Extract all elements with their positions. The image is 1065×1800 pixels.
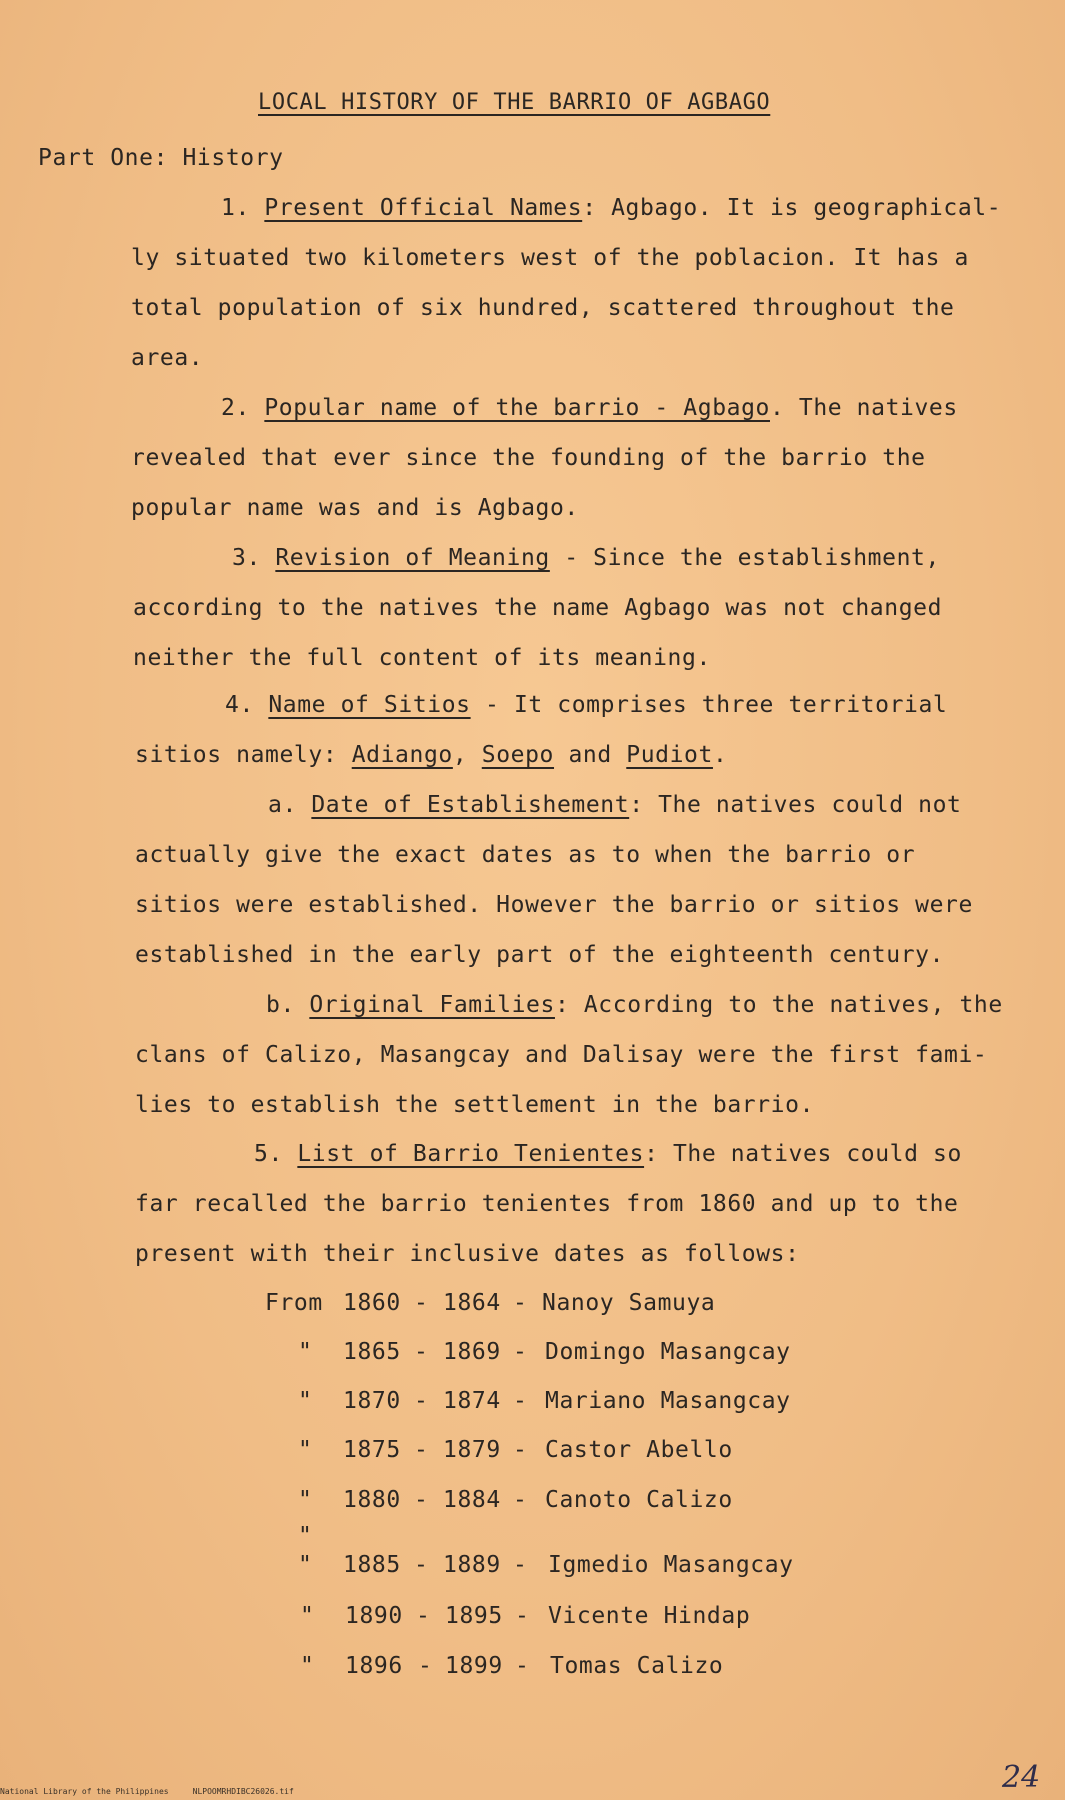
row-name: Nanoy Samuya [542, 1290, 716, 1316]
section-4a-letter: a. [268, 792, 312, 818]
page-number: 24 [1002, 1760, 1041, 1795]
section-4b-letter: b. [266, 992, 310, 1018]
section-4a-text: : The natives could not [629, 792, 962, 818]
section-3-text: - Since the establishment, [549, 545, 940, 571]
section-5-line-2: far recalled the barrio tenientes from 1860 and up to the [135, 1191, 959, 1217]
row-prefix: From [265, 1290, 323, 1316]
row-end-year: 1899 [445, 1653, 503, 1679]
extra-ditto: " [298, 1523, 313, 1549]
section-4-text: - It comprises three territorial [470, 692, 948, 718]
section-1-heading: Present Official Names [264, 195, 583, 221]
row-name: Tomas Calizo [550, 1653, 724, 1679]
sitios-intro: sitios namely: [135, 742, 352, 768]
section-3-line-2: according to the natives the name Agbago was not changed [133, 595, 943, 621]
row-end-year: 1874 [443, 1388, 501, 1414]
row-prefix: " [300, 1603, 315, 1629]
row-start-year: 1885 [343, 1552, 401, 1578]
row-start-year: 1875 [343, 1437, 401, 1463]
row-end-year: 1889 [443, 1552, 501, 1578]
sitio-separator-2: and [554, 742, 627, 768]
row-prefix: " [298, 1437, 313, 1463]
section-5-line-3: present with their inclusive dates as follows: [135, 1241, 800, 1267]
row-start-year: 1890 [345, 1603, 403, 1629]
section-4b-line-2: clans of Calizo, Masangcay and Dalisay were the first fami- [135, 1042, 988, 1068]
section-2-number: 2. [221, 395, 265, 421]
row-start-year: 1896 [345, 1653, 403, 1679]
section-4a-line-3: sitios were established. However the barrio or sitios were [135, 892, 973, 918]
row-start-year: 1860 [343, 1290, 401, 1316]
section-4a-line-4: established in the early part of the eighteenth century. [135, 942, 945, 968]
section-3-number: 3. [232, 545, 276, 571]
section-4a-line-1 [268, 790, 961, 820]
document-page: LOCAL HISTORY OF THE BARRIO OF AGBAGO Part One: History 1. Present Official Names: Agbago. It is geographical- ly situated two kilometers west of the poblacion. It has a total population of six hundred, scattered throughout the area. 2. Popular name of the barrio - Agbago. The natives revealed that ever since the founding of the barrio the popular name was and is Agbago. 3. Revision of Meaning - Since the establishment, according to the natives the name Agbago was not changed neither the full content of its meaning. 4. Name of Sitios - It comprises three territorial sitios namely: Adiango, Soepo and Pudiot. a. Date of Establishement: The natives could not actually give the exact dates as to when the barrio or sitios were established. However the barrio or sitios were established in the early part of the eighteenth century. b. Original Families: According to the natives, the clans of Calizo, Masangcay and Dalisay were the first fami- lies to establish the settlement in the barrio. 5. List of Barrio Tenientes: The natives could so far recalled the barrio tenientes from 1860 and up to the present with their inclusive dates as follows: From 1860 - 1864 - Nanoy Samuya " 1865 - 1869 - Domingo Masangcay " 1870 - 1874 - Mariano Masangcay " 1875 - 1879 - Castor Abello " 1880 - 1884 - Canoto Calizo " " 1885 - 1889 - Igmedio Masangcay " 1890 - 1895 - Vicente Hindap " 1896 - 1899 - Tomas Calizo National Library of the Philippines NLPOOMRHDIBC26026.tif 24 [0, 0, 1065, 1800]
sitios-end: . [712, 742, 728, 768]
row-end-year: 1864 [443, 1290, 501, 1316]
row-end-year: 1884 [443, 1487, 501, 1513]
library-footer: National Library of the Philippines NLPOOMRHDIBC26026.tif [0, 1787, 294, 1796]
section-4-heading: Name of Sitios [268, 692, 471, 718]
row-prefix: " [298, 1388, 313, 1414]
row-name: Igmedio Masangcay [548, 1552, 794, 1578]
part-heading: Part One: History [38, 145, 284, 171]
row-name: Domingo Masangcay [545, 1339, 791, 1365]
section-2-text: . The natives [770, 395, 958, 421]
section-4b-heading: Original Families [309, 992, 555, 1018]
section-1-line-1 [221, 193, 1001, 223]
section-1-line-2: ly situated two kilometers west of the poblacion. It has a [131, 245, 969, 271]
sitio-adiango: Adiango [351, 742, 453, 768]
section-4b-line-3: lies to establish the settlement in the barrio. [135, 1092, 815, 1118]
row-name: Castor Abello [545, 1437, 733, 1463]
section-3-line-1 [232, 543, 940, 573]
row-end-year: 1879 [443, 1437, 501, 1463]
row-end-year: 1869 [443, 1339, 501, 1365]
section-2-heading: Popular name of the barrio - Agbago [264, 395, 770, 421]
row-prefix: " [298, 1339, 313, 1365]
section-5-line-1 [254, 1139, 962, 1169]
section-1-line-4: area. [131, 345, 204, 371]
sitio-pudiot: Pudiot [626, 742, 713, 768]
row-start-year: 1880 [343, 1487, 401, 1513]
section-5-heading: List of Barrio Tenientes [297, 1141, 645, 1167]
row-prefix: " [298, 1487, 313, 1513]
section-2-line-1 [221, 393, 958, 423]
section-3-line-3: neither the full content of its meaning. [133, 645, 711, 671]
row-name: Canoto Calizo [545, 1487, 733, 1513]
section-5-text: : The natives could so [644, 1141, 962, 1167]
section-1-text: : Agbago. It is geographical- [582, 195, 1002, 221]
section-1-number: 1. [221, 195, 265, 221]
row-start-year: 1865 [343, 1339, 401, 1365]
section-4-line-1 [225, 690, 947, 720]
row-name: Mariano Masangcay [545, 1388, 791, 1414]
section-4b-text: : According to the natives, the [554, 992, 1003, 1018]
section-1-line-3: total population of six hundred, scattered throughout the [131, 295, 955, 321]
section-3-heading: Revision of Meaning [275, 545, 550, 571]
document-title: LOCAL HISTORY OF THE BARRIO OF AGBAGO [258, 90, 771, 115]
row-start-year: 1870 [343, 1388, 401, 1414]
row-name: Vicente Hindap [548, 1603, 751, 1629]
section-5-number: 5. [254, 1141, 298, 1167]
section-4-number: 4. [225, 692, 269, 718]
section-2-line-2: revealed that ever since the founding of the barrio the [131, 445, 926, 471]
row-prefix: " [298, 1552, 313, 1578]
section-4a-heading: Date of Establishement [311, 792, 630, 818]
row-end-year: 1895 [445, 1603, 503, 1629]
section-4b-line-1 [266, 990, 1003, 1020]
sitio-separator-1: , [452, 742, 482, 768]
row-prefix: " [300, 1653, 315, 1679]
section-2-line-3: popular name was and is Agbago. [131, 495, 579, 521]
sitio-soepo: Soepo [481, 742, 555, 768]
section-4-line-2 [135, 740, 727, 770]
section-4a-line-2: actually give the exact dates as to when the barrio or [135, 842, 916, 868]
